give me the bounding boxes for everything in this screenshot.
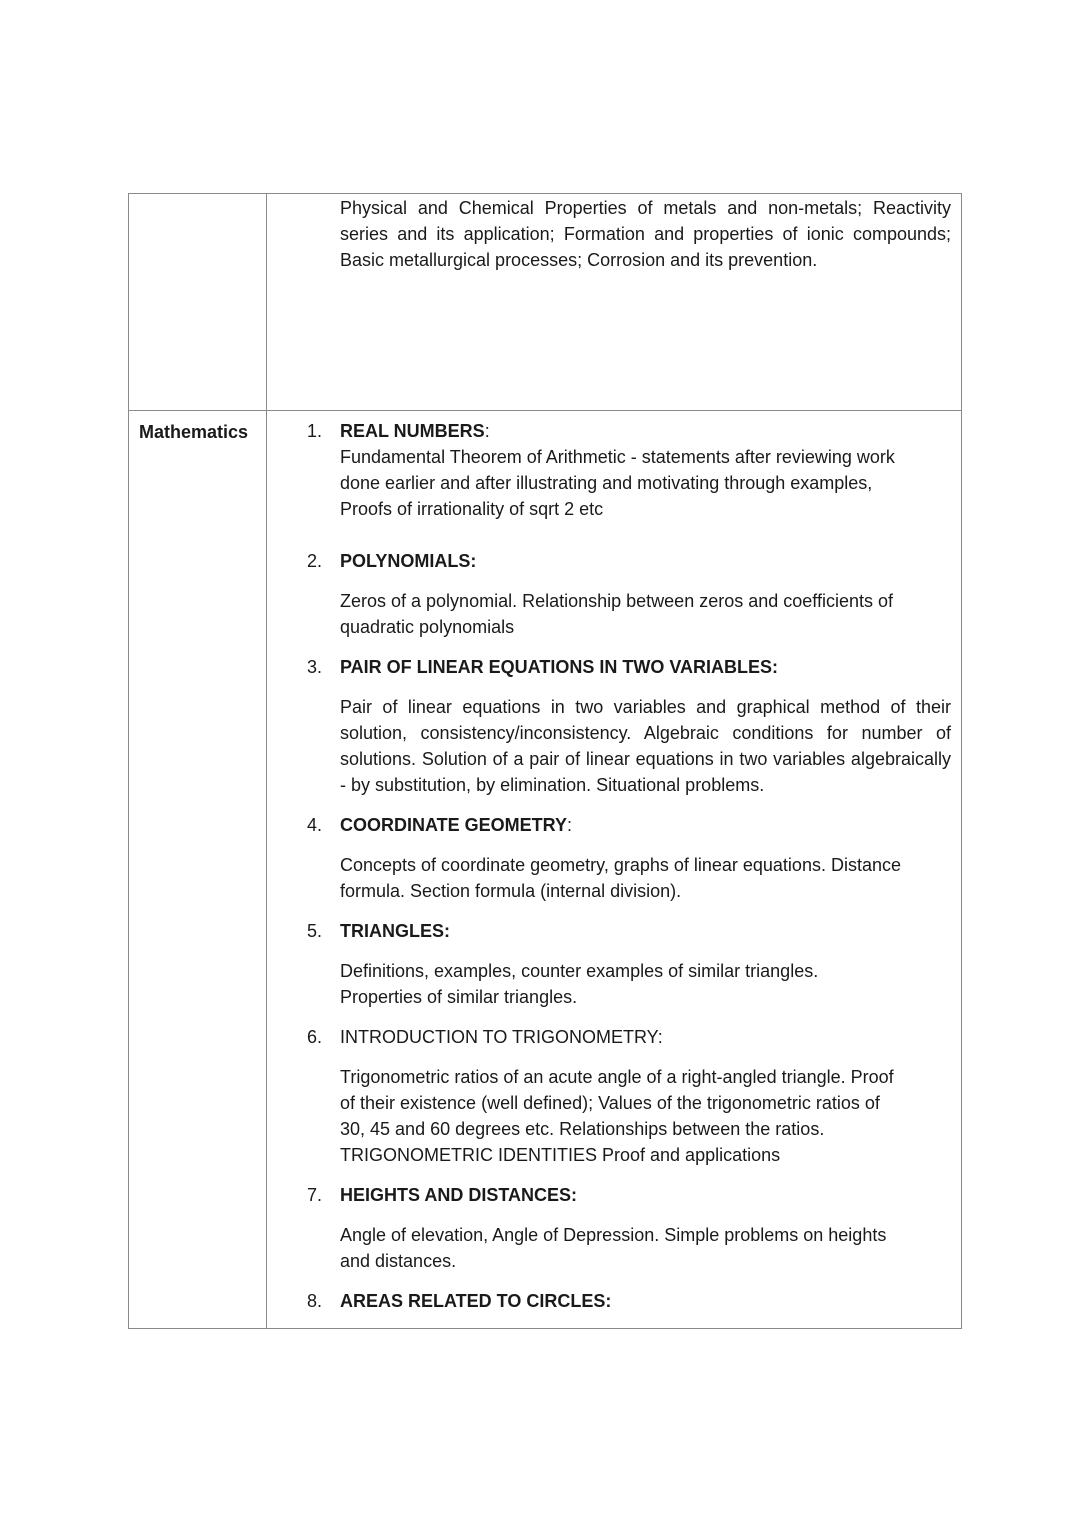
topic-description: Trigonometric ratios of an acute angle of a right-angled triangle. Proof of their existence (well defined); Values of the trigonometric ratios of 30, 45 and 60 degrees etc. Relationships between the ratios. TRIGONOMETRIC IDENTITIES Proof and applications (340, 1067, 894, 1165)
topic-heading: HEIGHTS AND DISTANCES: (340, 1185, 578, 1205)
topic-trigonometry (267, 1024, 951, 1168)
syllabus-table (128, 193, 962, 1329)
topic-heading: INTRODUCTION TO TRIGONOMETRY: (340, 1027, 663, 1047)
topic-polynomials (267, 548, 951, 640)
topic-linear-equations (267, 654, 951, 798)
math-topic-list (267, 411, 961, 1314)
topic-number: 7. (307, 1185, 323, 1205)
table-row-science-continued (129, 194, 962, 411)
topic-heading: PAIR OF LINEAR EQUATIONS IN TWO VARIABLES: (340, 657, 778, 677)
topic-number: 8. (307, 1291, 323, 1311)
topic-heights-distances (267, 1182, 951, 1274)
table-row-mathematics (129, 411, 962, 1329)
subject-cell-mathematics: Mathematics (129, 411, 267, 1329)
topic-description: Fundamental Theorem of Arithmetic - statements after reviewing work done earlier and after illustrating and motivating through examples, Proofs of irrationality of sqrt 2 etc (340, 447, 895, 519)
science-metals-text: Physical and Chemical Properties of metals and non-metals; Reactivity series and its application; Formation and properties of ionic compounds; Basic metallurgical processes; Corrosion and its prevention. (340, 198, 951, 270)
topic-areas-circles (267, 1288, 951, 1314)
topic-coordinate-geometry (267, 812, 951, 904)
topic-number: 1. (307, 421, 323, 441)
topic-number: 6. (307, 1027, 323, 1047)
topic-description: Pair of linear equations in two variables and graphical method of their solution, consistency/inconsistency. Algebraic conditions for number of solutions. Solution of a pair of linear equations in two variables algebraically - by substitution, by elimination. Situational problems. (340, 697, 951, 795)
topic-heading: POLYNOMIALS: (340, 551, 477, 571)
subject-cell-empty (129, 194, 267, 411)
topic-number: 2. (307, 551, 323, 571)
topic-description: Definitions, examples, counter examples of similar triangles. Properties of similar triangles. (340, 961, 819, 1007)
topic-heading: COORDINATE GEOMETRY: (340, 815, 573, 835)
topic-number: 5. (307, 921, 323, 941)
content-cell-science (267, 194, 962, 411)
topic-heading: REAL NUMBERS: (340, 421, 490, 441)
topic-number: 3. (307, 657, 323, 677)
topic-description: Angle of elevation, Angle of Depression. Simple problems on heights and distances. (340, 1225, 887, 1271)
topic-number: 4. (307, 815, 323, 835)
topic-heading: AREAS RELATED TO CIRCLES: (340, 1291, 612, 1311)
topic-heading: TRIANGLES: (340, 921, 450, 941)
topic-description: Zeros of a polynomial. Relationship between zeros and coefficients of quadratic polynomials (340, 591, 893, 637)
topic-description: Concepts of coordinate geometry, graphs of linear equations. Distance formula. Section formula (internal division). (340, 855, 901, 901)
content-cell-mathematics (267, 411, 962, 1329)
topic-triangles (267, 918, 951, 1010)
topic-real-numbers (267, 418, 951, 522)
